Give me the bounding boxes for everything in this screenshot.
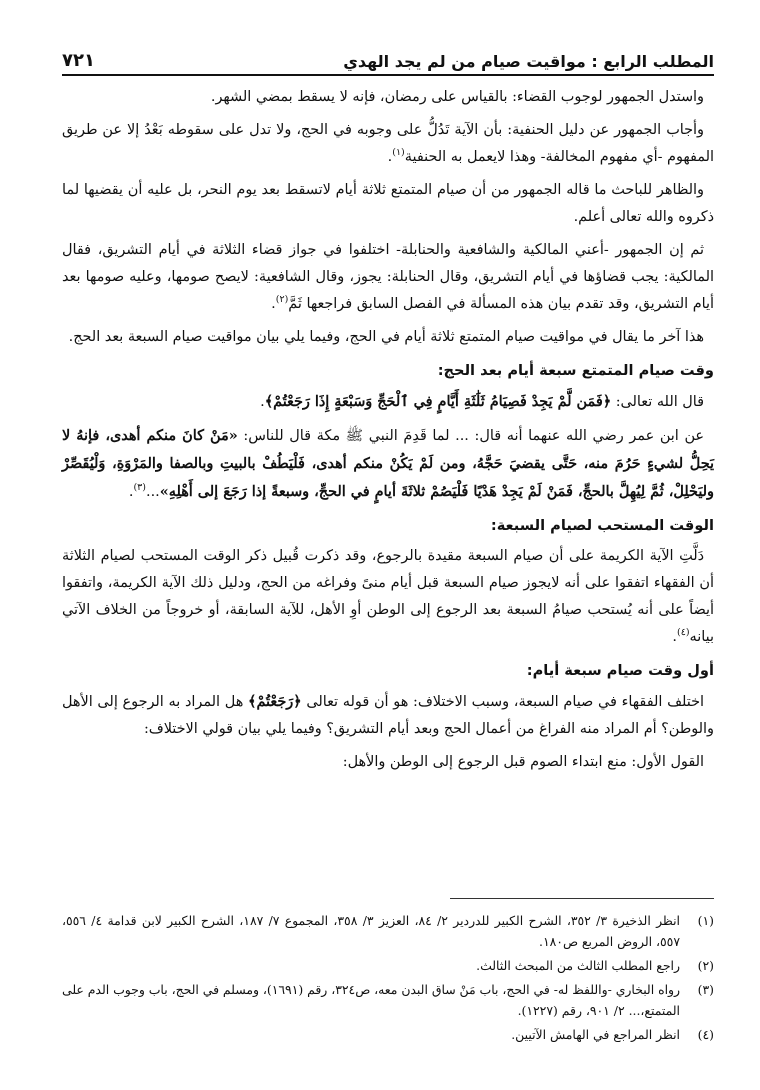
footnotes xyxy=(62,910,714,1048)
footnote-ref-3[interactable]: (٣) xyxy=(133,482,146,494)
footnote-number: (٢) xyxy=(697,958,714,973)
footnote-item xyxy=(62,1024,714,1045)
footnote-item xyxy=(62,910,714,952)
quran-verse: ﴿فَمَن لَّمْ يَجِدْ فَصِيَامُ ثَلَٰثَةِ أَيَّامٍ فِي ٱلْحَجِّ وَسَبْعَةٍ إِذَا رَجَعْتُمْ﴾ xyxy=(264,393,612,410)
footnote-number: (٣) xyxy=(697,982,714,997)
heading-seven-days-after-hajj: وقت صيام المتمتع سبعة أيام بعد الحج: xyxy=(437,362,714,379)
footnote-text: انظر المراجع في الهامش الآتيين. xyxy=(511,1027,680,1042)
heading-first-time: أول وقت صيام سبعة أيام: xyxy=(526,662,714,679)
paragraph-2: وأجاب الجمهور عن دليل الحنفية: بأن الآية تَدُلُّ على وجوبه في الحج، ولا تدل على سقوطه بَعْدُ إلا عن طريق المفهوم -أي مفهوم المخالفة- وهذا لايعمل به الحنفية$^{(١)}$. xyxy=(62,122,714,165)
footnote-text: راجع المطلب الثالث من المبحث الثالث. xyxy=(476,958,680,973)
paragraph-10: القول الأول: منع ابتداء الصوم قبل الرجوع إلى الوطن والأهل: xyxy=(342,754,704,770)
footnote-ref-2[interactable]: (٢) xyxy=(275,294,289,306)
paragraph-7: عن ابن عمر رضي الله عنهما أنه قال: ... لما قَدِمَ النبي ﷺ مكة قال للناس: «مَنْ كانَ منكم أهدى، فإنهُ لا يَحِلُّ لشيءٍ حَرُمَ منه، حَتَّى يقضيَ حَجَّهُ، ومن لَمْ يَكُنْ منكم أهدى، فَلْيَطُفْ بالبيتِ وبالصفا والمَرْوَةِ، وَلْيُقَصِّرْ وليَحْلِلْ، ثُمَّ لِيُهِلَّ بالحجِّ، فَمَنْ لَمْ يَجِدْ هَدْيًا فَلْيَصُمْ ثلاثَةَ أيامٍ في الحجِّ، وسبعةً إذا رَجَعَ إلى أَهْلِهِ»...$^{(٣)}$. xyxy=(62,427,714,500)
page-header xyxy=(62,44,714,76)
footnote-ref-1[interactable]: (١) xyxy=(392,147,405,159)
paragraph-8: دَلَّتِ الآية الكريمة على أن صيام السبعة مقيدة بالرجوع، وقد ذكرت قُبيل ذكر الوقت المستحب لصيام الثلاثة أن الفقهاء اتفقوا على أنه لايجوز صيام السبعة قبل أيام منىً وفراغه من الحج، ودليل ذلك الآية الكريمة، واتفقوا أيضاً على أنه يُستحب صيامُ السبعة بعد الرجوع إلى الوطن أوِ الأهل، للآية السابقة، أو خروجاً من الخلاف الآتي بيانه$^{(٤)}$. xyxy=(62,548,714,645)
footnote-text: انظر الذخيرة ٣/ ٣٥٢، الشرح الكبير للدردير ٢/ ٨٤، العزيز ٣/ ٣٥٨، المجموع ٧/ ١٨٧، الشرح الكبير لابن قدامة ٤/ ٥٥٦، ٥٥٧، الروض المربع ص١٨٠. xyxy=(62,913,680,949)
main-text xyxy=(62,84,714,782)
footnote-number: (١) xyxy=(697,913,714,928)
paragraph-3: والظاهر للباحث ما قاله الجمهور من أن صيام المتمتع ثلاثة أيام لاتسقط بعد يوم النحر، بل عليه أن يقضيها لما ذكروه والله تعالى أعلم. xyxy=(62,182,714,225)
paragraph-9: اختلف الفقهاء في صيام السبعة، وسبب الاختلاف: هو أن قوله تعالى ﴿رَجَعْتُمْ﴾ هل المراد به الرجوع إلى الأهل والوطن؟ أم المراد منه الفراغ من أعمال الحج وبعد أيام التشريق؟ وفيما يلي بيان قولي الاختلاف: xyxy=(62,693,714,737)
footnote-ref-4[interactable]: (٤) xyxy=(677,627,690,639)
quran-word: ﴿رَجَعْتُمْ﴾ xyxy=(248,693,302,710)
footnote-item xyxy=(62,979,714,1021)
footnote-text: رواه البخاري -واللفظ له- في الحج، باب مَنْ ساق البدن معه، ص٣٢٤، رقم (١٦٩١)، ومسلم في الحج، باب وجوب الدم على المتمتع،... ٢/ ٩٠١، رقم (١٢٢٧). xyxy=(62,982,680,1018)
section-title: المطلب الرابع : مواقيت صيام من لم يجد الهدي xyxy=(343,52,714,71)
paragraph-6: قال الله تعالى: ﴿فَمَن لَّمْ يَجِدْ فَصِيَامُ ثَلَٰثَةِ أَيَّامٍ فِي ٱلْحَجِّ وَسَبْعَةٍ إِذَا رَجَعْتُمْ﴾. xyxy=(260,393,704,410)
paragraph-1: واستدل الجمهور لوجوب القضاء: بالقياس على رمضان، فإنه لا يسقط بمضي الشهر. xyxy=(210,89,704,105)
footnote-item xyxy=(62,955,714,976)
page-number: ٧٢١ xyxy=(62,50,95,71)
footnote-number: (٤) xyxy=(697,1027,714,1042)
paragraph-4: ثم إن الجمهور -أعني المالكية والشافعية والحنابلة- اختلفوا في جواز قضاء الثلاثة في أيام التشريق، فقال المالكية: يجب قضاؤها في أيام التشريق، وقال الحنابلة: يجوز، وقال الشافعية: لايصح صومها، وعليه صومها بعد أيام التشريق، وقد تقدم بيان هذه المسألة في الفصل السابق فراجعها ثَمَّ$^{(٢)}$. xyxy=(62,242,714,312)
paragraph-5: هذا آخر ما يقال في مواقيت صيام المتمتع ثلاثة أيام في الحج، وفيما يلي بيان مواقيت صيام السبعة بعد الحج. xyxy=(68,329,704,345)
heading-recommended-time: الوقت المستحب لصيام السبعة: xyxy=(490,517,714,534)
footnote-separator xyxy=(450,898,714,899)
hadith-text: «مَنْ كانَ منكم أهدى، فإنهُ لا يَحِلُّ لشيءٍ حَرُمَ منه، حَتَّى يقضيَ حَجَّهُ، ومن لَمْ يَكُنْ منكم أهدى، فَلْيَطُفْ بالبيتِ وبالصفا والمَرْوَةِ، وَلْيُقَصِّرْ وليَحْلِلْ، ثُمَّ لِيُهِلَّ بالحجِّ، فَمَنْ لَمْ يَجِدْ هَدْيًا فَلْيَصُمْ ثلاثَةَ أيامٍ في الحجِّ، وسبعةً إذا رَجَعَ إلى أَهْلِهِ» xyxy=(62,427,714,500)
